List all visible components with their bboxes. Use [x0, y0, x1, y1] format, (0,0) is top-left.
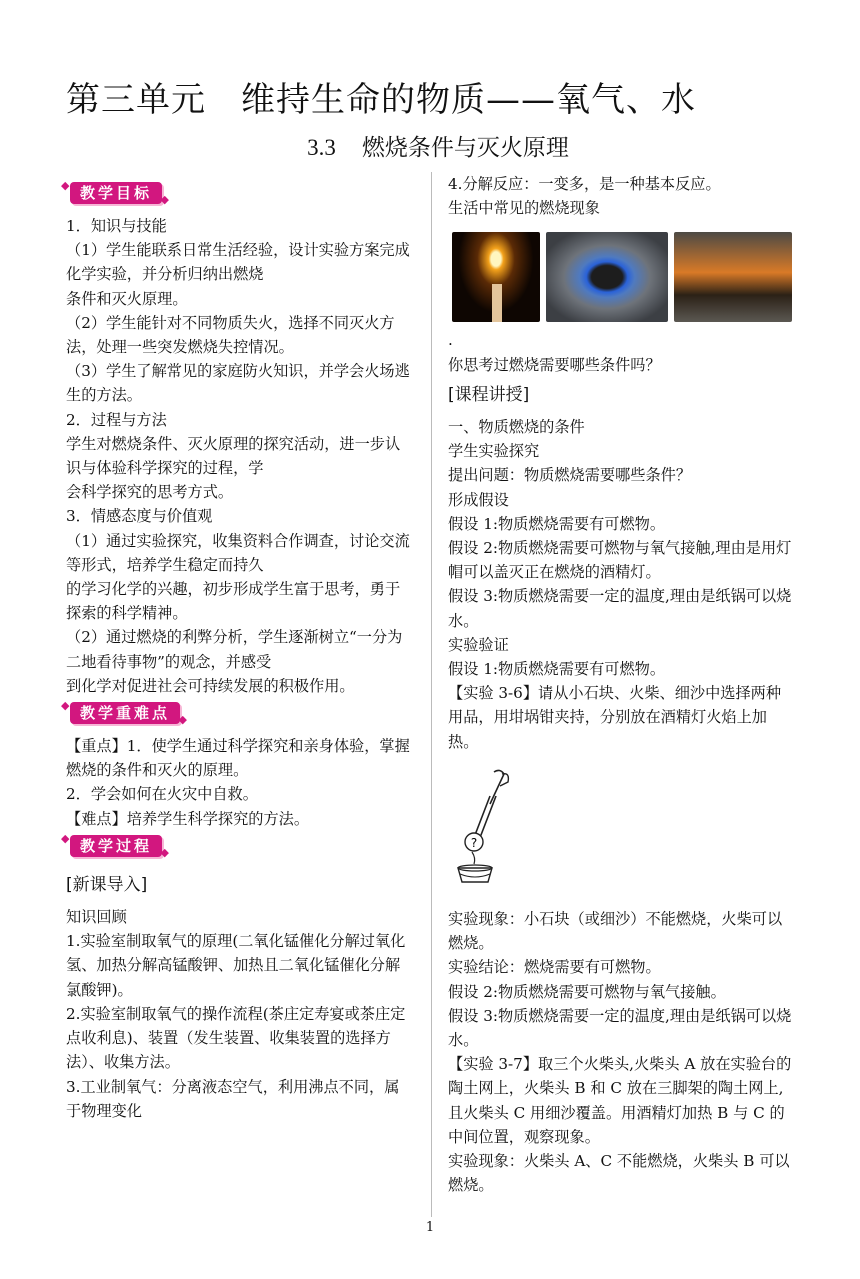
paragraph: 知识回顾 [66, 908, 127, 927]
paragraph: 【重点】1．使学生通过科学探究和亲身体验，掌握燃烧的条件和灭火的原理。 [66, 737, 410, 780]
paragraph: （3）学生了解常见的家庭防火知识，并学会火场逃生的方法。 [66, 362, 410, 405]
paragraph: 2．过程与方法 [66, 410, 167, 429]
question-mark-label: ? [470, 835, 478, 850]
paragraph: 的学习化学的兴趣，初步形成学生富于思考，勇于探索的科学精神。 [66, 580, 401, 623]
paragraph: 【实验 3-6】请从小石块、火柴、细沙中选择两种用品，用坩埚钳夹持，分别放在酒精灯火焰上加热。 [448, 684, 782, 751]
gas-stove-flame-image [546, 232, 668, 322]
paragraph: 到化学对促进社会可持续发展的积极作用。 [66, 676, 355, 695]
paragraph: 提出问题：物质燃烧需要哪些条件？ [448, 466, 691, 485]
paragraph: 2.实验室制取氧气的操作流程(茶庄定寿宴或茶庄定点收利息)、装置（发生装置、收集装置的选择方法）、收集方法。 [66, 1004, 406, 1072]
paragraph: 会科学探究的思考方式。 [66, 483, 234, 502]
section-heading-intro: [新课导入] [66, 874, 148, 895]
paragraph: 1.实验室制取氧气的原理(二氧化锰催化分解过氧化氢、加热分解高锰酸钾、加热且二氧化锰催化分解氯酸钾)。 [66, 932, 406, 999]
paragraph: 一、物质燃烧的条件 [448, 418, 585, 437]
paragraph: 假设 2:物质燃烧需要可燃物与氧气接触,理由是用灯帽可以盖灭正在燃烧的酒精灯。 [448, 539, 792, 582]
intro-list [66, 905, 414, 1123]
paragraph: （2）学生能针对不同物质失火，选择不同灭火方法，处理一些突发燃烧失控情况。 [66, 313, 395, 357]
crucible-tongs-lamp-illustration [452, 766, 562, 890]
paragraph: 假设 3:物质燃烧需要一定的温度,理由是纸锅可以烧水。 [448, 587, 792, 630]
paragraph: 实验验证 [448, 635, 509, 654]
paragraph: 学生实验探究 [448, 442, 540, 461]
paragraph: 实验现象：小石块（或细沙）不能燃烧，火柴可以燃烧。 [448, 910, 783, 953]
paragraph: 学生对燃烧条件、灭火原理的探究活动，进一步认识与体验科学探究的过程，学 [66, 434, 401, 478]
wood-fire-image [674, 232, 792, 322]
paragraph: 2．学会如何在火灾中自救。 [66, 785, 258, 804]
paragraph: 假设 1:物质燃烧需要有可燃物。 [448, 514, 666, 533]
paragraph: 【实验 3-7】取三个火柴头,火柴头 A 放在实验台的陶土网上，火柴头 B 和 C 放在三脚架的陶土网上,且火柴头 C 用细沙覆盖。用酒精灯加热 B 与 C 的中间位置，观察现象。 [448, 1055, 792, 1146]
paragraph: 1．知识与技能 [66, 217, 167, 235]
lesson-number: 3.3 [307, 135, 336, 160]
paragraph: 假设 2:物质燃烧需要可燃物与氧气接触。 [448, 982, 726, 1001]
keypoints-list [66, 734, 414, 831]
paragraph: 形成假设 [448, 490, 509, 509]
left-column [66, 178, 414, 1123]
banner-keypoints: ◆ 教学重难点 ◆ [70, 702, 180, 724]
banner-process: ◆ 教学过程 ◆ [70, 835, 162, 857]
page-title: 第三单元 维持生命的物质——氧气、水 [66, 80, 696, 120]
paragraph: 假设 1:物质燃烧需要有可燃物。 [448, 660, 666, 679]
paragraph: 4.分解反应：一变多，是一种基本反应。 [448, 175, 721, 193]
page-number: 1 [425, 1220, 435, 1235]
paragraph: 实验结论：燃烧需要有可燃物。 [448, 958, 661, 977]
paragraph: 条件和灭火原理。 [66, 289, 188, 308]
paragraph: 生活中常见的燃烧现象 [448, 199, 600, 218]
paragraph: （1）通过实验探究，收集资料合作调查，讨论交流等形式，培养学生稳定而持久 [66, 531, 410, 574]
paragraph: . [448, 331, 453, 350]
experiment-results [448, 907, 796, 1197]
column-divider [431, 172, 432, 1217]
paragraph: 假设 3:物质燃烧需要一定的温度,理由是纸锅可以烧水。 [448, 1006, 792, 1050]
paragraph: 【难点】培养学生科学探究的方法。 [66, 809, 309, 828]
paragraph: 实验现象：火柴头 A、C 不能燃烧，火柴头 B 可以燃烧。 [448, 1152, 790, 1195]
lesson-name: 燃烧条件与灭火原理 [361, 135, 569, 161]
objectives-list [66, 214, 414, 698]
paragraph: 3．情感态度与价值观 [66, 507, 213, 526]
combustion-photos [452, 232, 796, 322]
lesson-title [0, 129, 860, 162]
paragraph: （1）学生能联系日常生活经验，设计实验方案完成化学实验，并分析归纳出燃烧 [66, 241, 410, 284]
right-column [448, 172, 796, 1198]
paragraph: 3.工业制氧气：分离液态空气，利用沸点不同，属于物理变化 [66, 1077, 400, 1120]
banner-objectives: ◆ 教学目标 ◆ [70, 182, 162, 204]
candle-flame-image [452, 232, 540, 322]
section-heading-lecture: [课程讲授] [448, 384, 530, 405]
paragraph: 你思考过燃烧需要哪些条件吗？ [448, 355, 661, 374]
paragraph: （2）通过燃烧的利弊分析，学生逐渐树立“一分为二地看待事物”的观念，并感受 [66, 628, 403, 671]
lecture-list [448, 415, 796, 754]
